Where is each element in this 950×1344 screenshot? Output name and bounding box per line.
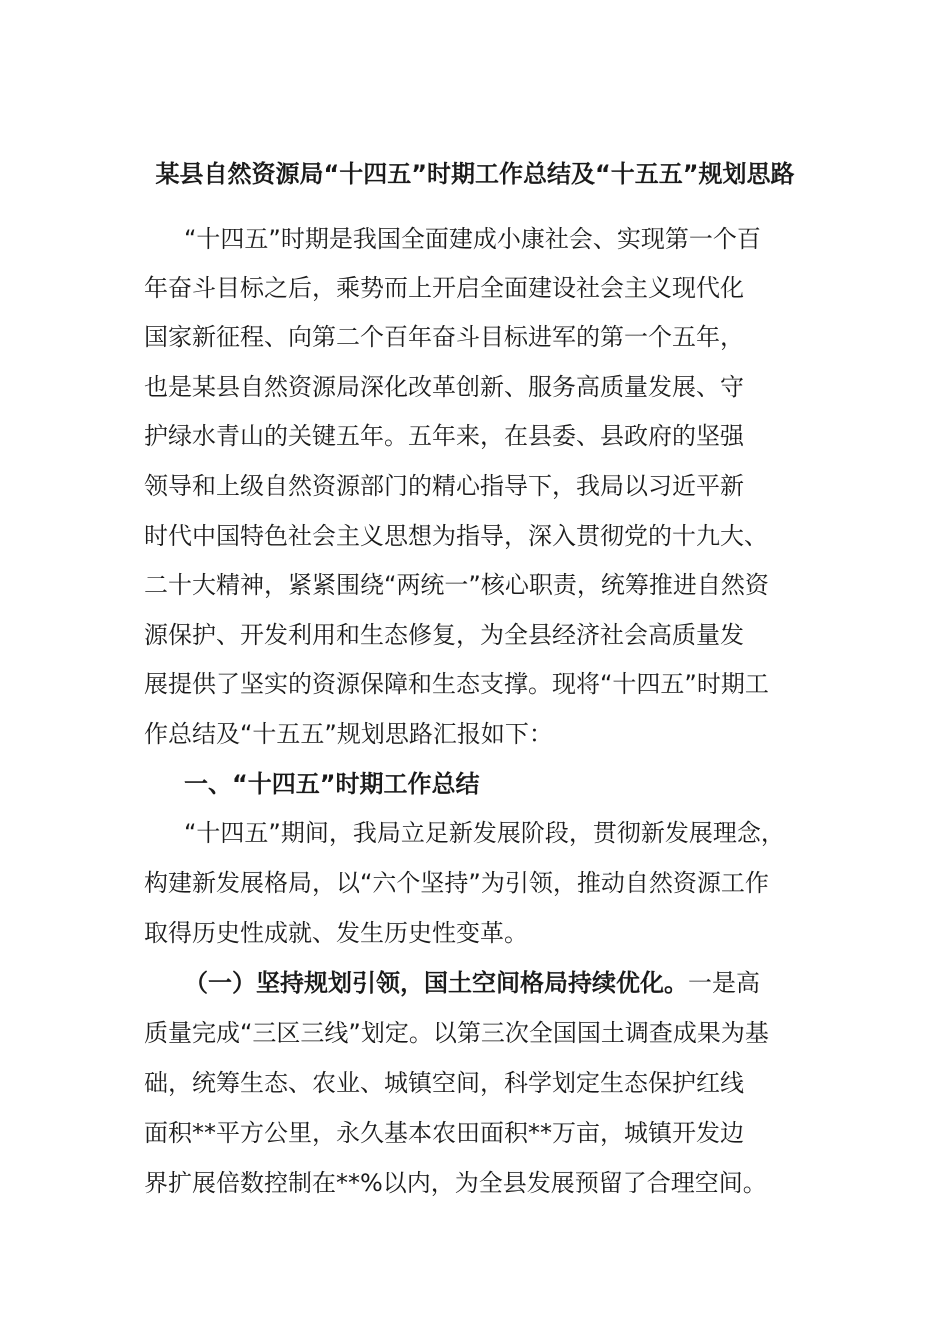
paragraph-line: 二十大精神，紧紧围绕“两统一”核心职责，统筹推进自然资: [144, 571, 769, 599]
subsection-heading: （一）坚持规划引领，国土空间格局持续优化。: [184, 969, 688, 997]
paragraph-line: 面积**平方公里，永久基本农田面积**万亩，城镇开发边: [144, 1119, 744, 1147]
paragraph-line: 质量完成“三区三线”划定。以第三次全国国土调查成果为基: [144, 1019, 769, 1047]
paragraph-line: 界扩展倍数控制在**%以内，为全县发展预留了合理空间。: [144, 1169, 767, 1197]
paragraph-line: 也是某县自然资源局深化改革创新、服务高质量发展、守: [144, 373, 744, 401]
subsection-lead-text: 一是高: [688, 969, 760, 997]
paragraph-line: 领导和上级自然资源部门的精心指导下，我局以习近平新: [144, 472, 744, 500]
paragraph-line: 础，统筹生态、农业、城镇空间，科学划定生态保护红线: [144, 1069, 744, 1097]
paragraph-line: 构建新发展格局，以“六个坚持”为引领，推动自然资源工作: [144, 869, 769, 897]
paragraph-line: 源保护、开发利用和生态修复，为全县经济社会高质量发: [144, 621, 744, 649]
section-heading: 一、“十四五”时期工作总结: [184, 770, 480, 798]
paragraph-line: 展提供了坚实的资源保障和生态支撑。现将“十四五”时期工: [144, 670, 769, 698]
paragraph-line: 国家新征程、向第二个百年奋斗目标进军的第一个五年，: [144, 323, 744, 351]
paragraph-line: 作总结及“十五五”规划思路汇报如下：: [144, 720, 553, 748]
paragraph-line: 护绿水青山的关键五年。五年来，在县委、县政府的坚强: [144, 422, 744, 450]
document-title: 某县自然资源局“十四五”时期工作总结及“十五五”规划思路: [155, 160, 795, 188]
paragraph-line: 取得历史性成就、发生历史性变革。: [144, 919, 528, 947]
paragraph-line: “十四五”时期是我国全面建成小康社会、实现第一个百: [184, 225, 761, 253]
paragraph-line: “十四五”期间，我局立足新发展阶段，贯彻新发展理念，: [184, 819, 785, 847]
paragraph-line: 时代中国特色社会主义思想为指导，深入贯彻党的十九大、: [144, 522, 768, 550]
paragraph-line: 年奋斗目标之后，乘势而上开启全面建设社会主义现代化: [144, 274, 744, 302]
subsection-first-line: [184, 963, 760, 1003]
